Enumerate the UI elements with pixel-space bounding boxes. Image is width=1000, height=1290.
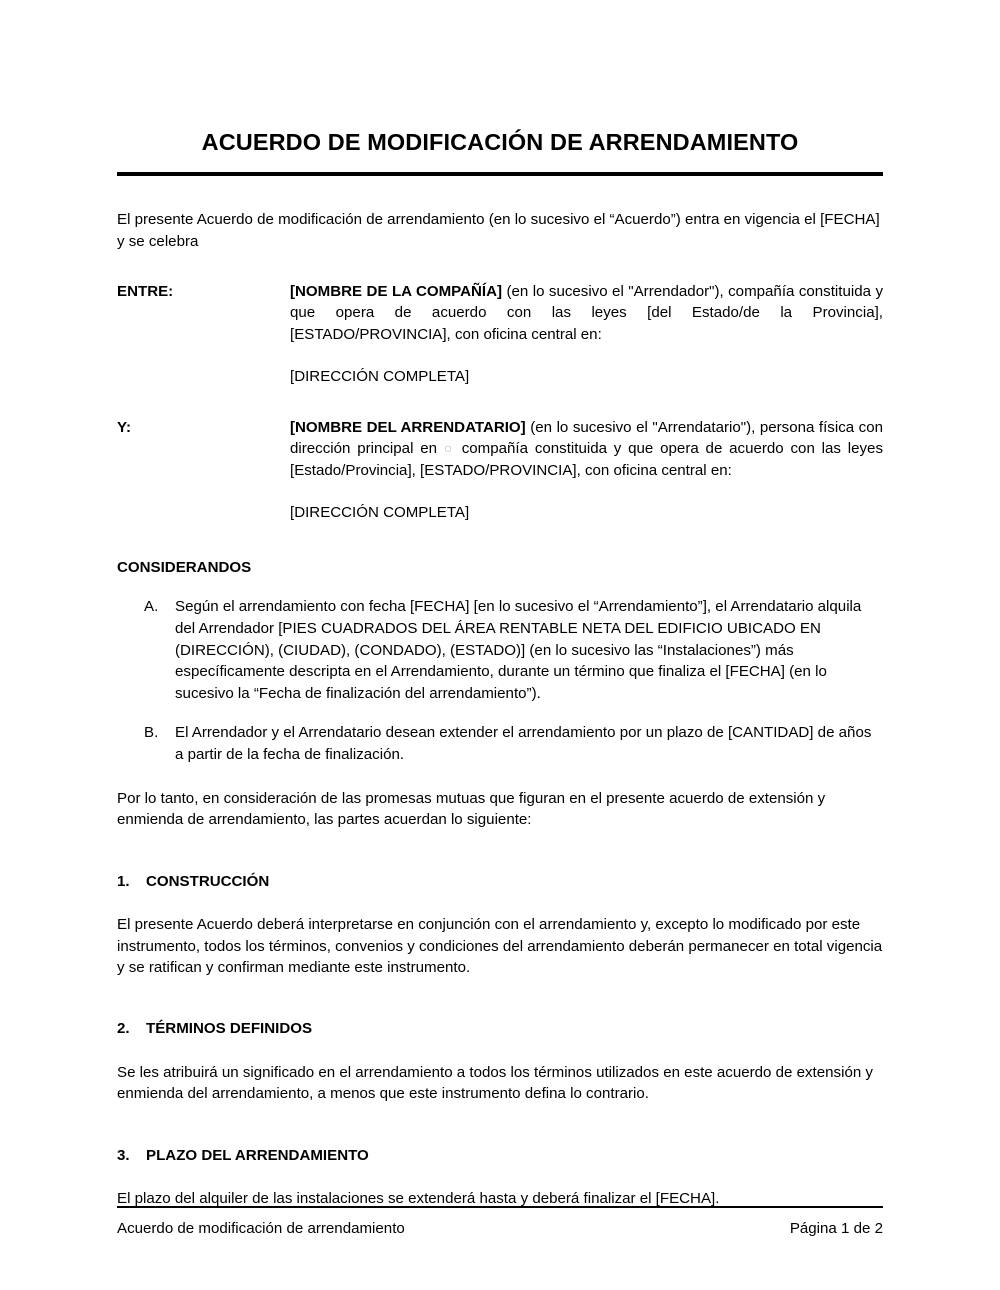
party-label-lessee: Y: [117, 418, 131, 436]
section-title-2: TÉRMINOS DEFINIDOS [146, 1020, 313, 1038]
recitals-list [117, 596, 883, 766]
party-body-lessee [290, 417, 883, 524]
party-body-lessor [290, 281, 883, 388]
list-item-text: Según el arrendamiento con fecha [FECHA] [en lo sucesivo el “Arrendamiento”], el Arrendatario alquila del Arrendador [PIES CUADRADOS DEL ÁREA RENTABLE NETA DEL EDIFICIO UBICADO EN (DIRECCIÓN), (CIUDAD), (CONDADO), (ESTADO)] (en lo sucesivo las “Instalaciones”) más específicamente descripta en el Arrendamiento, durante un término que finaliza el [FECHA] (en lo sucesivo la “Fecha de finalización del arrendamiento”). [175, 597, 862, 703]
party-description-text-lessor: (en lo sucesivo el "Arrendador"), compañía constituida y que opera de acuerdo con las leyes [del Estado/de la Provincia], [ESTADO/PROVINCIA], con oficina central en: [290, 283, 883, 343]
recitals-heading: CONSIDERANDOS [117, 559, 252, 577]
footer-divider [117, 1206, 883, 1208]
section-number-2: 2. [117, 1020, 130, 1038]
section-heading-2 [117, 1018, 883, 1039]
section-title-3: PLAZO DEL ARRENDAMIENTO [146, 1146, 369, 1164]
party-name-lessor: [NOMBRE DE LA COMPAÑÍA] [290, 283, 503, 301]
list-item-marker: B. [144, 724, 159, 742]
section-body-3: El plazo del alquiler de las instalaciones se extenderá hasta y deberá finalizar el [FECHA]. [117, 1190, 720, 1208]
party-block-lessee [117, 417, 883, 524]
section-body-2: Se les atribuirá un significado en el arrendamiento a todos los términos utilizados en este acuerdo de extensión y enmienda del arrendamiento, a menos que este instrumento defina lo contrario. [117, 1063, 873, 1103]
circle-bullet-icon: ○ [443, 440, 455, 457]
section-body-1: El presente Acuerdo deberá interpretarse en conjunción con el arrendamiento y, excepto lo modificado por este instrumento, todos los términos, convenios y condiciones del arrendamiento deberán permanecer en total vigencia y se ratifican y confirman mediante este instrumento. [117, 916, 883, 977]
party-address-lessor: [DIRECCIÓN COMPLETA] [290, 368, 470, 386]
footer-row [117, 1218, 883, 1239]
section-terminos-definidos [117, 1018, 883, 1104]
footer-page-number: Página 1 de 2 [789, 1220, 883, 1237]
party-description-lessor [290, 281, 883, 345]
list-item-text: El Arrendador y el Arrendatario desean extender el arrendamiento por un plazo de [CANTIDAD] de años a partir de la fecha de finalización. [175, 724, 872, 764]
footer-document-name: Acuerdo de modificación de arrendamiento [117, 1220, 405, 1237]
section-heading-1 [117, 871, 883, 892]
party-address-lessee: [DIRECCIÓN COMPLETA] [290, 503, 470, 521]
list-item-marker: A. [144, 597, 159, 615]
party-description-text-lessee-a: (en lo sucesivo el "Arrendatario"), persona física con dirección principal en [290, 418, 883, 458]
list-item [117, 722, 883, 766]
party-block-lessor [117, 281, 883, 388]
list-item [117, 596, 883, 705]
section-plazo-arrendamiento [117, 1145, 883, 1210]
party-description-lessee [290, 417, 883, 481]
party-name-lessee: [NOMBRE DEL ARRENDATARIO] [290, 418, 526, 436]
page-title: ACUERDO DE MODIFICACIÓN DE ARRENDAMIENTO [201, 129, 799, 155]
section-construccion [117, 871, 883, 979]
section-heading-3 [117, 1145, 883, 1166]
party-label-lessor: ENTRE: [117, 283, 174, 301]
page-footer [117, 1206, 883, 1239]
section-number-1: 1. [117, 872, 130, 890]
title-divider [117, 172, 883, 176]
document-content [117, 0, 883, 1210]
section-number-3: 3. [117, 1146, 130, 1164]
intro-paragraph: El presente Acuerdo de modificación de arrendamiento (en lo sucesivo el “Acuerdo”) entra en vigencia el [FECHA] y se celebra [117, 211, 880, 250]
recitals-closing-paragraph: Por lo tanto, en consideración de las promesas mutuas que figuran en el presente acuerdo de extensión y enmienda de arrendamiento, las partes acuerdan lo siguiente: [117, 789, 826, 829]
party-description-text-lessee-b: compañía constituida y que opera de acuerdo con las leyes [Estado/Provincia], [ESTADO/PROVINCIA], con oficina central en: [290, 440, 883, 479]
section-title-1: CONSTRUCCIÓN [146, 872, 270, 890]
